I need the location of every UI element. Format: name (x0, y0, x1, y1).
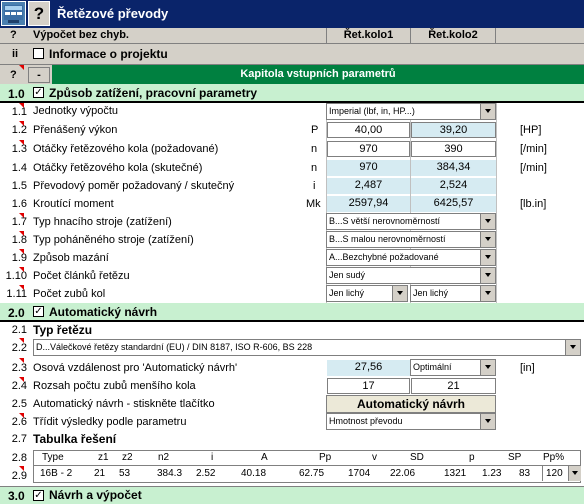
sort-select[interactable] (326, 413, 496, 430)
chevron-down-icon[interactable] (480, 268, 495, 283)
row-num: 1.1 (11, 106, 27, 118)
row-label: Osová vzdálenost pro 'Automatický návrh' (33, 362, 238, 374)
th-sp: SP (508, 452, 522, 463)
speed-req-input-2[interactable]: 390 (411, 141, 496, 157)
chevron-down-icon[interactable] (568, 466, 581, 481)
td-sd: 22.06 (390, 468, 416, 479)
row-num: 1.9 (11, 252, 27, 264)
row-num: 1.7 (11, 216, 27, 228)
row-label: Automatický návrh - stiskněte tlačítko (33, 398, 215, 410)
row-num: 1.10 (5, 270, 27, 282)
td-n2: 384.3 (157, 468, 183, 479)
chapter-title: Kapitola vstupních parametrů (52, 65, 584, 85)
row-unit: [in] (520, 362, 535, 374)
row-1-10 (0, 267, 584, 285)
teeth-1-select[interactable] (326, 285, 408, 302)
driven-type-value: B...S malou nerovnoměrností (329, 234, 446, 244)
td-a: 40.18 (241, 468, 267, 479)
chevron-down-icon[interactable] (480, 214, 495, 229)
row-label: Převodový poměr požadovaný / skutečný (33, 180, 235, 192)
row-1-6 (0, 195, 584, 213)
row-label: Typ hnacího stroje (zatížení) (33, 216, 172, 228)
power-input-2[interactable]: 39,20 (411, 122, 496, 138)
row-num: 2.1 (11, 324, 27, 336)
section-2-title: Automatický návrh (49, 305, 158, 319)
chain-links-value: Jen sudý (329, 270, 366, 280)
row-1-1 (0, 103, 584, 121)
auto-design-button[interactable]: Automatický návrh (326, 395, 496, 413)
th-i: i (211, 452, 214, 463)
row-num: 2.2 (11, 342, 27, 354)
info-label: Informace o projektu (49, 47, 168, 61)
row-num: 2.9 (11, 470, 27, 482)
row-num: 1.2 (11, 124, 27, 136)
driver-type-select[interactable] (326, 213, 496, 230)
row-label: Typ poháněného stroje (zatížení) (33, 234, 194, 246)
speed-act-value-1: 970 (327, 160, 410, 176)
header-help[interactable]: ? (10, 29, 17, 41)
help-icon[interactable]: ? (28, 1, 50, 26)
td-z1: 21 (94, 468, 106, 479)
row-label: Kroutící moment (33, 198, 114, 210)
th-sd: SD (410, 452, 424, 463)
section-3-title: Návrh a výpočet (49, 488, 142, 502)
td-p2: 1.23 (482, 468, 502, 479)
section-1-checkbox[interactable]: ✓ (34, 87, 43, 98)
th-n2: n2 (158, 452, 170, 463)
chevron-down-icon[interactable] (480, 250, 495, 265)
td-pp-percent: 120 (546, 468, 563, 479)
row-1-3 (0, 140, 584, 159)
td-i: 2.52 (196, 468, 216, 479)
units-value: Imperial (lbf, in, HP...) (329, 106, 415, 116)
section-1-title: Způsob zatížení, pracovní parametry (49, 86, 258, 100)
td-p: 1321 (444, 468, 467, 479)
row-label: Počet zubů kol (33, 288, 106, 300)
row-unit: [/min] (520, 162, 547, 174)
row-symbol: Mk (306, 198, 321, 210)
app-icon[interactable] (1, 1, 26, 26)
chevron-down-icon[interactable] (392, 286, 407, 301)
row-symbol: P (311, 124, 319, 136)
lubrication-value: A...Bezchybné požadované (329, 252, 439, 262)
chevron-down-icon[interactable] (565, 340, 580, 355)
lubrication-select[interactable] (326, 249, 496, 266)
row-unit: [/min] (520, 143, 547, 155)
row-2-5 (0, 395, 584, 413)
teeth-1-value: Jen lichý (329, 288, 365, 298)
column-header (0, 28, 584, 44)
td-type: 16B - 2 (40, 468, 73, 479)
th-v: v (372, 452, 377, 463)
chevron-down-icon[interactable] (480, 104, 495, 119)
th-pp: Pp (319, 452, 332, 463)
row-symbol: i (313, 180, 316, 192)
row-label: Rozsah počtu zubů menšího kola (33, 380, 196, 392)
sort-value: Hmotnost převodu (329, 416, 403, 426)
section-3-checkbox[interactable]: ✓ (34, 490, 43, 501)
th-pp-percent: Pp% (543, 452, 565, 463)
teeth-2-select[interactable] (410, 285, 496, 302)
section-3-num: 3.0 (8, 489, 25, 503)
chapter-help[interactable]: ? (10, 69, 17, 81)
row-num: 2.8 (11, 452, 27, 464)
row-1-2 (0, 121, 584, 140)
section-2-num: 2.0 (8, 306, 25, 320)
info-checkbox[interactable] (33, 48, 44, 59)
row-2-3 (0, 358, 584, 377)
row-num: 2.5 (11, 398, 27, 410)
info-num: ii (12, 48, 19, 60)
th-p: p (469, 452, 475, 463)
row-1-8 (0, 231, 584, 249)
header-col1: Řet.kolo1 (326, 28, 410, 44)
row-2-4 (0, 377, 584, 395)
chapter-row (0, 64, 584, 84)
row-label: Způsob mazání (33, 252, 109, 264)
title-bar (0, 0, 584, 28)
chain-type-select[interactable] (33, 339, 581, 356)
row-num: 2.7 (11, 433, 27, 445)
chevron-down-icon[interactable] (480, 414, 495, 429)
center-distance-select[interactable] (410, 359, 496, 376)
row-label: Otáčky řetězového kola (skutečné) (33, 162, 203, 174)
driver-type-value: B...S větší nerovnoměrností (329, 216, 441, 226)
torque-value-1: 2597,94 (327, 196, 410, 212)
speed-act-value-2: 384,34 (411, 160, 496, 176)
window-title: Řetězové převody (57, 6, 169, 21)
row-num: 1.8 (11, 234, 27, 246)
row-2-6 (0, 413, 584, 431)
header-status: Výpočet bez chyb. (33, 29, 129, 41)
row-num: 1.3 (11, 143, 27, 155)
row-1-7 (0, 213, 584, 231)
row-2-2 (0, 338, 584, 358)
ratio-value-2: 2,524 (411, 178, 496, 194)
row-num: 2.4 (11, 380, 27, 392)
row-1-5 (0, 177, 584, 195)
row-label: Otáčky řetězového kola (požadované) (33, 143, 219, 155)
teeth-range-max[interactable]: 21 (411, 378, 496, 394)
th-type: Type (42, 452, 64, 463)
section-3-header (0, 486, 584, 504)
td-v: 1704 (348, 468, 371, 479)
row-label: Přenášený výkon (33, 124, 118, 136)
row-1-4 (0, 159, 584, 177)
chain-links-select[interactable] (326, 267, 496, 284)
section-1-num: 1.0 (8, 87, 25, 101)
chain-type-heading: Typ řetězu (33, 323, 93, 337)
row-label: Počet článků řetězu (33, 270, 130, 282)
row-unit: [lb.in] (520, 198, 547, 210)
th-z2: z2 (122, 452, 133, 463)
pp-percent-select[interactable] (542, 466, 581, 481)
speed-req-input-1[interactable]: 970 (327, 141, 410, 157)
section-1-header (0, 84, 584, 103)
row-num: 2.3 (11, 362, 27, 374)
units-select[interactable] (326, 103, 496, 120)
center-distance-value: 27,56 (327, 360, 410, 376)
comment-marker (19, 466, 24, 471)
teeth-range-min[interactable]: 17 (327, 378, 410, 394)
table-header-row (33, 450, 581, 466)
row-num: 1.4 (11, 162, 27, 174)
center-distance-mode: Optimální (413, 362, 452, 372)
section-2-checkbox[interactable]: ✓ (34, 306, 43, 317)
td-pp: 62.75 (299, 468, 325, 479)
chapter-collapse-button[interactable]: - (28, 67, 50, 83)
row-num: 1.11 (6, 288, 27, 300)
th-a: A (261, 452, 268, 463)
info-row (0, 44, 584, 64)
row-num: 2.6 (11, 416, 27, 428)
chain-type-value: D...Válečkové řetězy standardní (EU) / DIN 8187, ISO R-606, BS 228 (36, 342, 313, 352)
torque-value-2: 6425,57 (411, 196, 496, 212)
row-label: Třídit výsledky podle parametru (33, 416, 187, 428)
chevron-down-icon[interactable] (480, 360, 495, 375)
row-2-1 (0, 322, 584, 338)
row-1-11 (0, 285, 584, 303)
row-num: 1.5 (11, 180, 27, 192)
chevron-down-icon[interactable] (480, 232, 495, 247)
row-2-7 (0, 431, 584, 448)
solution-table (0, 448, 584, 484)
ratio-value-1: 2,487 (327, 178, 410, 194)
solution-table-heading: Tabulka řešení (33, 432, 117, 446)
header-col2: Řet.kolo2 (410, 28, 496, 44)
driven-type-select[interactable] (326, 231, 496, 248)
chevron-down-icon[interactable] (480, 286, 495, 301)
td-sp: 83 (519, 468, 531, 479)
table-row[interactable] (33, 466, 581, 483)
td-z2: 53 (119, 468, 131, 479)
power-input-1[interactable]: 40,00 (327, 122, 410, 138)
teeth-2-value: Jen lichý (413, 288, 449, 298)
section-2-header (0, 303, 584, 322)
comment-marker (19, 65, 24, 70)
row-num: 1.6 (11, 198, 27, 210)
row-1-9 (0, 249, 584, 267)
row-symbol: n (311, 143, 318, 155)
row-unit: [HP] (520, 124, 542, 136)
row-symbol: n (311, 162, 318, 174)
row-label: Jednotky výpočtu (33, 105, 118, 117)
th-z1: z1 (98, 452, 109, 463)
